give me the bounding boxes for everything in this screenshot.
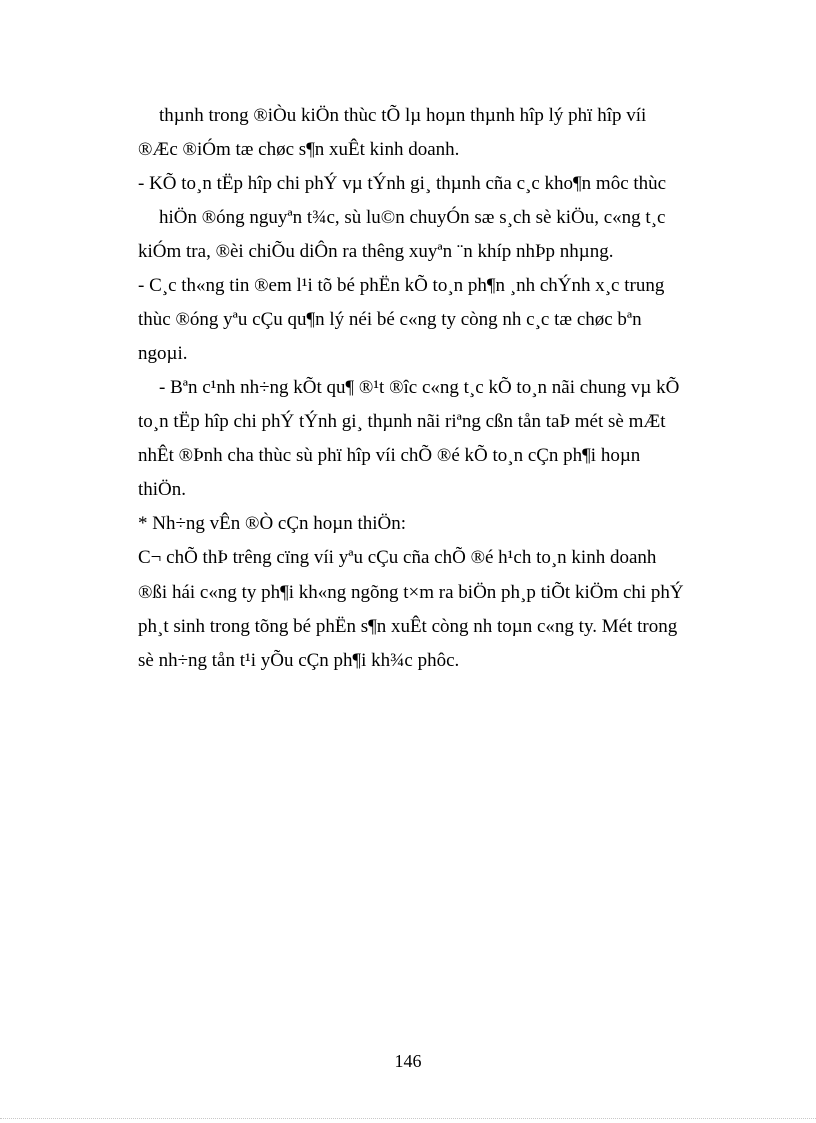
text-line-12: thiÖn. bbox=[138, 479, 187, 500]
text-line-15: ®ßi hái c«ng ty ph¶i kh«ng ngõng t×m ra biÖn ph¸p tiÕt kiÖm chi phÝ bbox=[138, 582, 684, 603]
text-line-7: thùc ®óng yªu cÇu qu¶n lý néi bé c«ng ty còng nh c¸c tæ chøc bªn bbox=[138, 309, 642, 330]
page-number: 146 bbox=[394, 1051, 422, 1071]
text-line-13: * Nh÷ng vÊn ®Ò cÇn hoµn thiÖn: bbox=[138, 513, 407, 534]
text-line-10: to¸n tËp hîp chi phÝ tÝnh gi¸ thµnh nãi riªng cßn tån taÞ mét sè mÆt bbox=[138, 411, 666, 432]
page-bottom-rule bbox=[0, 1118, 816, 1119]
text-line-8: ngoµi. bbox=[138, 343, 188, 364]
text-line-14: C¬ chÕ thÞ trêng cïng víi yªu cÇu cña chÕ ®é h¹ch to¸n kinh doanh bbox=[138, 547, 657, 568]
text-line-4: hiÖn ®óng nguyªn t¾c, sù lu©n chuyÓn sæ s¸ch sè kiÖu, c«ng t¸c bbox=[159, 207, 666, 228]
text-line-17: sè nh÷ng tån t¹i yÕu cÇn ph¶i kh¾c phôc. bbox=[138, 650, 460, 671]
text-line-11: nhÊt ®Þnh cha thùc sù phï hîp víi chÕ ®é kÕ to¸n cÇn ph¶i hoµn bbox=[138, 445, 641, 466]
text-line-6: - C¸c th«ng tin ®em l¹i tõ bé phËn kÕ to¸n ph¶n ¸nh chÝnh x¸c trung bbox=[138, 275, 665, 296]
text-line-3: - KÕ to¸n tËp hîp chi phÝ vµ tÝnh gi¸ thµnh cña c¸c kho¶n môc thùc bbox=[138, 173, 667, 194]
text-line-5: kiÓm tra, ®èi chiÕu diÔn ra thêng xuyªn ¨n khíp nhÞp nhµng. bbox=[138, 241, 614, 262]
text-line-9: - Bªn c¹nh nh÷ng kÕt qu¶ ®¹t ®îc c«ng t¸c kÕ to¸n nãi chung vµ kÕ bbox=[159, 377, 680, 398]
text-line-16: ph¸t sinh trong tõng bé phËn s¶n xuÊt còng nh toµn c«ng ty. Mét trong bbox=[138, 616, 678, 637]
text-line-2: ®Æc ®iÓm tæ chøc s¶n xuÊt kinh doanh. bbox=[138, 139, 460, 160]
text-line-1: thµnh trong ®iÒu kiÖn thùc tÕ lµ hoµn thµnh hîp lý phï hîp víi bbox=[159, 105, 647, 126]
